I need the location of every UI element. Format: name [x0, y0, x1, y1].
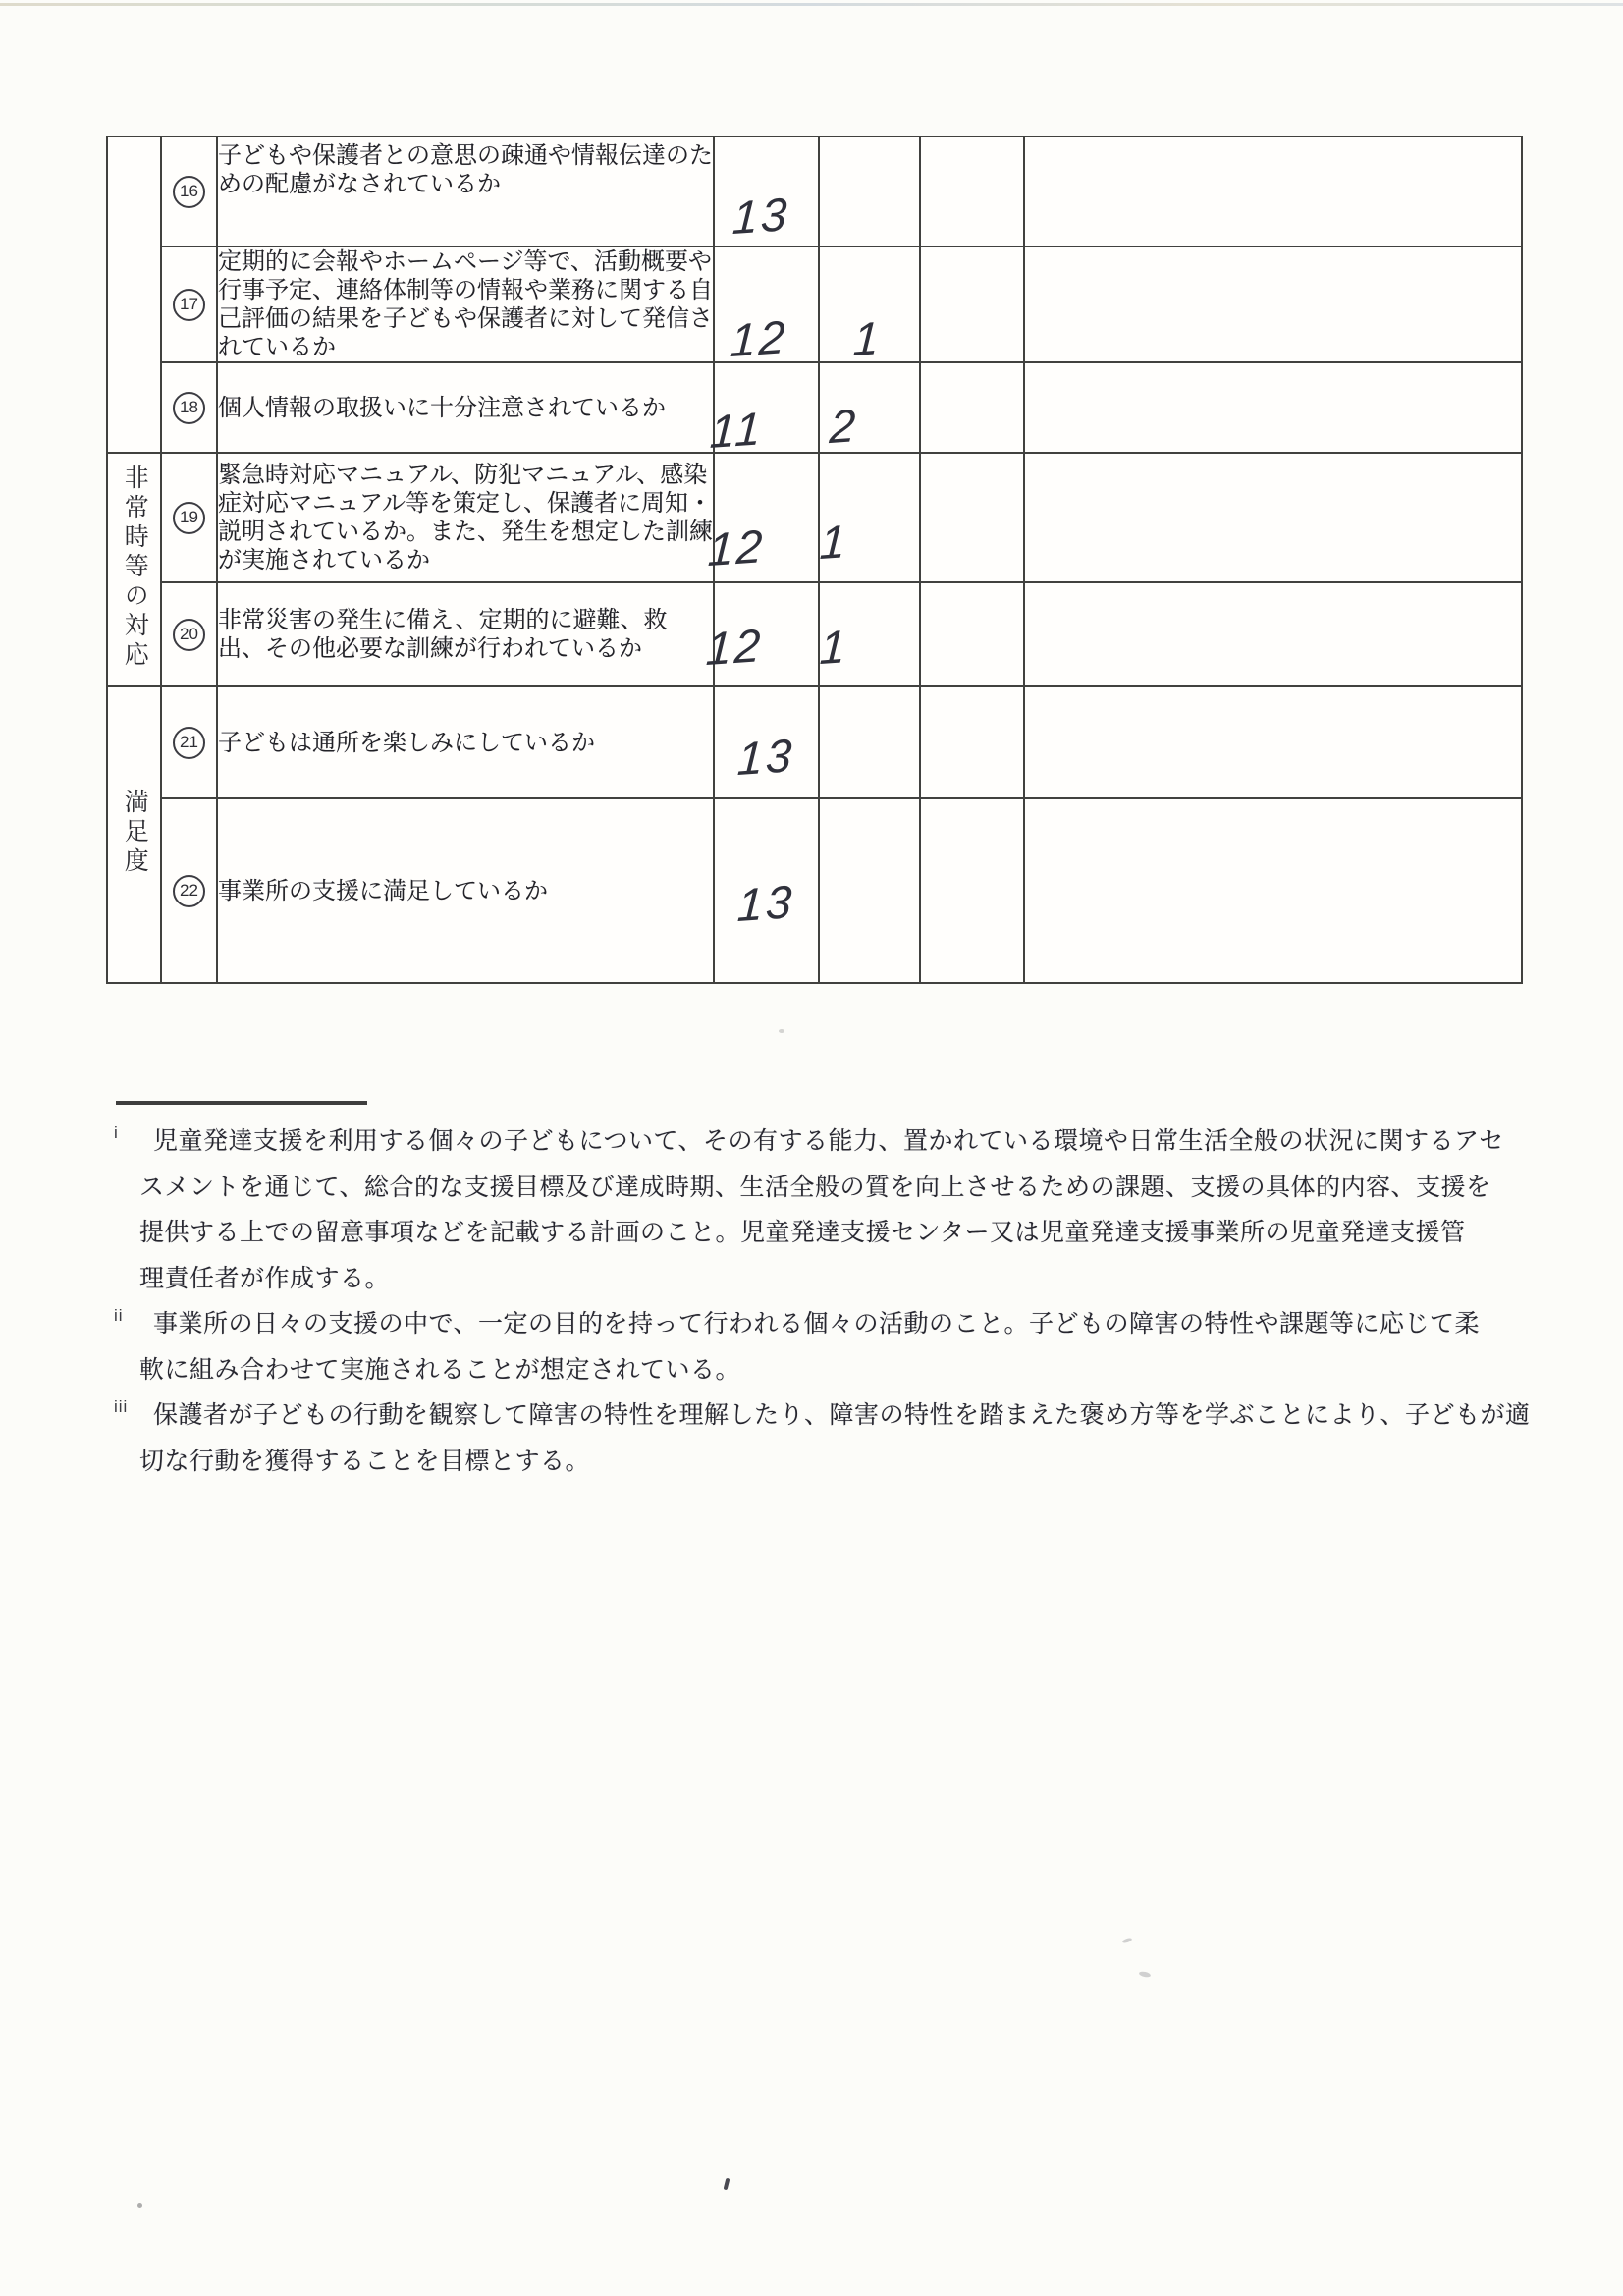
tally-2-cell [819, 246, 920, 365]
handwritten-tally: 12 [705, 618, 765, 675]
handwritten-tally: 1 [818, 514, 850, 569]
evaluation-table-container [106, 136, 1523, 984]
row-number-cell [161, 686, 217, 798]
tally-1-cell [707, 453, 819, 582]
footnote-marker: iii [114, 1397, 129, 1416]
handwritten-tally: 13 [736, 728, 796, 785]
question-text: 子どもや保護者との意思の疎通や情報伝達のための配慮がなされているか [218, 142, 713, 197]
handwritten-tally: 11 [708, 401, 766, 458]
question-text: 緊急時対応マニュアル、防犯マニュアル、感染症対応マニュアル等を策定し、保護者に周知・説明されているか。また、発生を想定した訓練が実施されているか [218, 462, 713, 574]
circled-number-19: 19 [173, 502, 205, 534]
tally-3-cell [920, 246, 1024, 362]
tally-2-cell [819, 137, 920, 246]
footnote-line: 切な行動を獲得することを目標とする。 [139, 1447, 591, 1475]
comment-cell [1024, 686, 1522, 798]
tally-2-cell [819, 453, 920, 582]
question-text: 個人情報の取扱いに十分注意されているか [218, 394, 666, 421]
footnote-line: 事業所の日々の支援の中で、一定の目的を持って行われる個々の活動のこと。子どもの障害の特性や課題等に応じて柔 [153, 1310, 1481, 1338]
tally-3-cell [920, 582, 1024, 686]
table-row [107, 137, 1522, 246]
tally-1-cell [708, 362, 819, 458]
row-number-cell [161, 246, 217, 362]
handwritten-tally: 13 [736, 874, 796, 931]
question-text: 非常災害の発生に備え、定期的に避難、救出、その他必要な訓練が行われているか [218, 607, 668, 662]
footnote-iii [114, 1393, 1534, 1484]
handwritten-tally: 1 [851, 310, 884, 365]
row-number-cell [161, 137, 217, 246]
tally-3-cell [920, 137, 1024, 246]
footnote-line: 児童発達支援を利用する個々の子どもについて、その有する能力、置かれている環境や日常生活全般の状況に関するアセ [153, 1127, 1504, 1155]
footnote-marker: ii [114, 1306, 124, 1325]
comment-cell [1024, 362, 1522, 453]
tally-2-cell [819, 362, 920, 453]
scanner-edge-artifact [0, 3, 1623, 6]
scan-speck [137, 2203, 142, 2208]
table-row [107, 798, 1522, 983]
handwritten-tally: 2 [828, 398, 860, 453]
comment-cell [1024, 453, 1522, 582]
handwritten-tally: 13 [731, 187, 791, 244]
tally-1-cell [714, 798, 819, 983]
tally-3-cell [920, 362, 1024, 453]
footnote-line: スメントを通じて、総合的な支援目標及び達成時期、生活全般の質を向上させるための課題、支援の具体的内容、支援を [139, 1173, 1491, 1201]
table-row [107, 582, 1522, 686]
footnote-line: 軟に組み合わせて実施されることが想定されている。 [139, 1355, 741, 1384]
category-label: 満足度 [121, 788, 149, 877]
row-number-cell [161, 798, 217, 983]
question-text: 定期的に会報やホームページ等で、活動概要や行事予定、連絡体制等の情報や業務に関する自己評価の結果を子どもや保護者に対して発信されているか [218, 248, 713, 360]
tally-2-cell [819, 582, 920, 686]
footnotes-section [114, 1119, 1534, 1484]
table-row [107, 686, 1522, 798]
question-cell [217, 362, 714, 453]
tally-2-cell [819, 798, 920, 983]
circled-number-16: 16 [173, 176, 205, 208]
scan-speck [1139, 1971, 1152, 1978]
circled-number-22: 22 [173, 875, 205, 907]
tally-3-cell [920, 798, 1024, 983]
category-cell-satisfaction [107, 686, 161, 983]
circled-number-20: 20 [173, 619, 205, 651]
tally-1-cell [714, 246, 819, 366]
category-label: 非常時等の対応 [121, 464, 149, 671]
footnote-ii [114, 1301, 1534, 1393]
row-number-cell [161, 362, 217, 453]
question-cell [217, 246, 714, 362]
question-cell [217, 453, 714, 582]
tally-1-cell [705, 582, 819, 686]
tally-1-cell [714, 686, 819, 798]
handwritten-tally: 1 [818, 619, 850, 674]
question-text: 子どもは通所を楽しみにしているか [218, 729, 595, 756]
footnote-line: 理責任者が作成する。 [139, 1264, 391, 1292]
circled-number-17: 17 [173, 289, 205, 321]
question-cell [217, 582, 714, 686]
scan-speck [724, 2178, 730, 2191]
comment-cell [1024, 246, 1522, 362]
footnote-divider [116, 1101, 367, 1105]
question-cell [217, 137, 714, 246]
comment-cell [1024, 582, 1522, 686]
table-row [107, 362, 1522, 453]
footnote-marker: i [114, 1123, 119, 1142]
comment-cell [1024, 137, 1522, 246]
row-number-cell [161, 453, 217, 582]
comment-cell [1024, 798, 1522, 983]
handwritten-tally: 12 [707, 519, 767, 575]
row-number-cell [161, 582, 217, 686]
scan-speck [1122, 1938, 1133, 1944]
evaluation-table [106, 136, 1523, 984]
question-text: 事業所の支援に満足しているか [218, 877, 548, 904]
question-cell [217, 798, 714, 983]
table-row [107, 246, 1522, 362]
footnote-line: 提供する上での留意事項などを記載する計画のこと。児童発達支援センター又は児童発達支援事業所の児童発達支援管 [139, 1219, 1466, 1246]
table-row [107, 453, 1522, 582]
category-cell-emergency [107, 453, 161, 686]
tally-3-cell [920, 453, 1024, 582]
tally-2-cell [819, 686, 920, 798]
question-cell [217, 686, 714, 798]
tally-1-cell [714, 137, 819, 246]
footnote-i [114, 1119, 1534, 1301]
tally-3-cell [920, 686, 1024, 798]
category-cell-blank [107, 137, 161, 453]
circled-number-18: 18 [173, 392, 205, 424]
handwritten-tally: 12 [730, 309, 789, 366]
scan-speck [779, 1029, 784, 1033]
circled-number-21: 21 [173, 727, 205, 759]
footnote-line: 保護者が子どもの行動を観察して障害の特性を理解したり、障害の特性を踏まえた褒め方等を学ぶことにより、子どもが適 [153, 1401, 1531, 1429]
